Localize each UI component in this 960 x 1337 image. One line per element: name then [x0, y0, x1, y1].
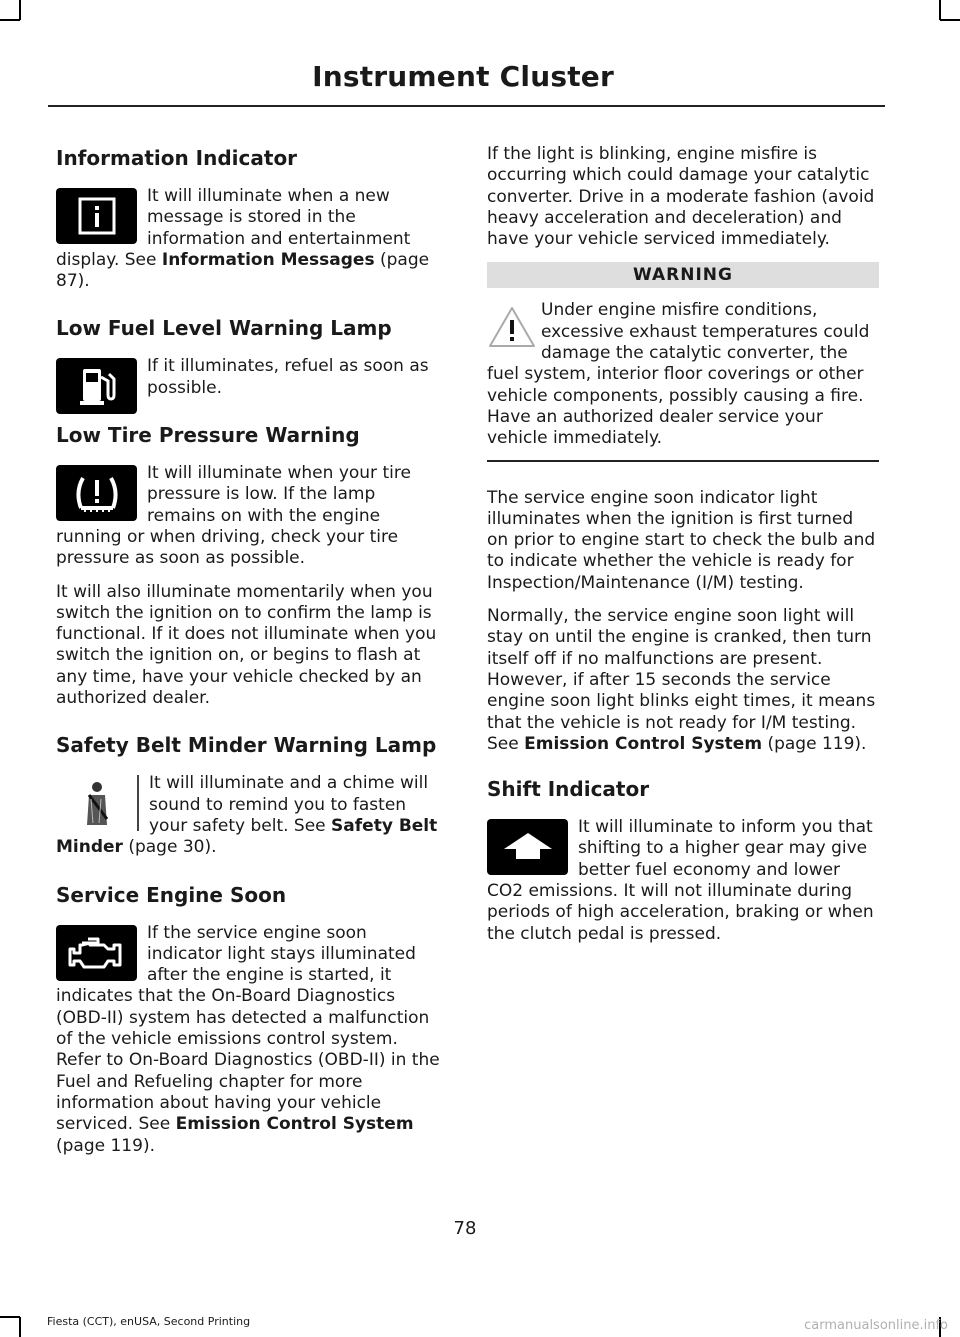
body-paragraph: The service engine soon indicator light illuminates when the ignition is first turned on prior to engine start to check the bulb and to indicate whether the vehicle is ready for Inspection/Maintenance (I/M) testing. [487, 487, 876, 593]
section-heading: Shift Indicator [487, 777, 650, 802]
fuel-pump-icon [56, 358, 137, 414]
crop-mark [939, 0, 941, 20]
right-column [487, 144, 879, 967]
section-text: If the service engine soon indicator light stays illuminated after the engine is started, it indicates that the On-Board Diagnostics (OBD-II) system has detected a malfunction of the vehicle emissions control system. Refer to On-Board Diagnostics (OBD-II) in the Fuel and Refueling chapter for more information about having your vehicle serviced. See Emission Control System (page 119). [56, 922, 440, 1156]
section-heading: Service Engine Soon [56, 882, 287, 907]
seatbelt-icon [56, 775, 139, 831]
shift-up-arrow-icon [487, 819, 568, 875]
section-shift-indicator [487, 775, 879, 945]
section-service-engine [56, 881, 447, 1157]
warning-triangle-icon [487, 304, 539, 352]
watermark: carmanualsonline.info [804, 1318, 948, 1333]
engine-icon [56, 925, 137, 981]
page-reference: Emission Control System [524, 733, 763, 754]
section-text: If it illuminates, refuel as soon as possible. [147, 356, 429, 398]
crop-mark [0, 19, 20, 21]
blink-text: If the light is blinking, engine misfire is occurring which could damage your catalytic converter. Drive in a moderate fashion (avoid heavy acceleration and deceleration) and have your vehicle serviced immediately. [487, 144, 875, 250]
section-safety-belt [56, 731, 447, 858]
section-heading: Safety Belt Minder Warning Lamp [56, 733, 437, 758]
section-tire-pressure [56, 421, 447, 709]
page-number: 78 [453, 1218, 477, 1239]
tire-pressure-icon [56, 465, 137, 521]
section-heading: Low Fuel Level Warning Lamp [56, 316, 392, 341]
page-title: Instrument Cluster [312, 60, 614, 93]
section-low-fuel [56, 314, 447, 399]
header-divider [48, 105, 885, 107]
warning-banner: WARNING [487, 262, 879, 288]
footer-text: Fiesta (CCT), enUSA, Second Printing [47, 1315, 251, 1328]
crop-mark [19, 1317, 21, 1337]
section-text: It will illuminate when a new message is stored in the information and entertainment display. See Information Messages (page 87). [56, 186, 430, 292]
section-heading: Low Tire Pressure Warning [56, 423, 360, 448]
section-information-indicator [56, 144, 447, 292]
info-icon [56, 188, 137, 244]
crop-mark [19, 0, 21, 20]
crop-mark [0, 1316, 20, 1318]
warning-text: Under engine misfire conditions, excessive exhaust temperatures could damage the catalytic converter, the fuel system, interior floor coverings or other vehicle components, possibly causing a fire. Have an authorized dealer service your vehicle immediately. [487, 300, 870, 449]
section-text: It will also illuminate momentarily when you switch the ignition on to confirm the lamp is functional. If it does not illuminate when you switch the ignition on, or begins to flash at any time, have your vehicle checked by an authorized dealer. [56, 581, 437, 709]
page-reference: Safety Belt Minder [56, 815, 438, 858]
page-reference: Emission Control System [175, 1114, 414, 1135]
left-column [56, 144, 447, 1179]
body-paragraph: Normally, the service engine soon light will stay on until the engine is cranked, then turn itself off if no malfunctions are present. However, if after 15 seconds the service engine soon light blinks eight times, it means that the vehicle is not ready for I/M testing. See Emission Control System (page 119). [487, 606, 876, 754]
warning-box [487, 300, 879, 461]
page-reference: Information Messages [161, 249, 375, 270]
section-text: It will illuminate and a chime will sound to remind you to fasten your safety belt. See Safety Belt Minder (page 30). [56, 773, 438, 858]
section-heading: Information Indicator [56, 146, 298, 170]
crop-mark [940, 19, 960, 21]
section-text: It will illuminate to inform you that shifting to a higher gear may give better fuel economy and lower CO2 emissions. It will not illuminate during periods of high acceleration, braking or when the clutch pedal is pressed. [487, 817, 874, 944]
section-text: It will illuminate when your tire pressure is low. If the lamp remains on with the engine running or when driving, check your tire pressure as soon as possible. [56, 463, 411, 569]
